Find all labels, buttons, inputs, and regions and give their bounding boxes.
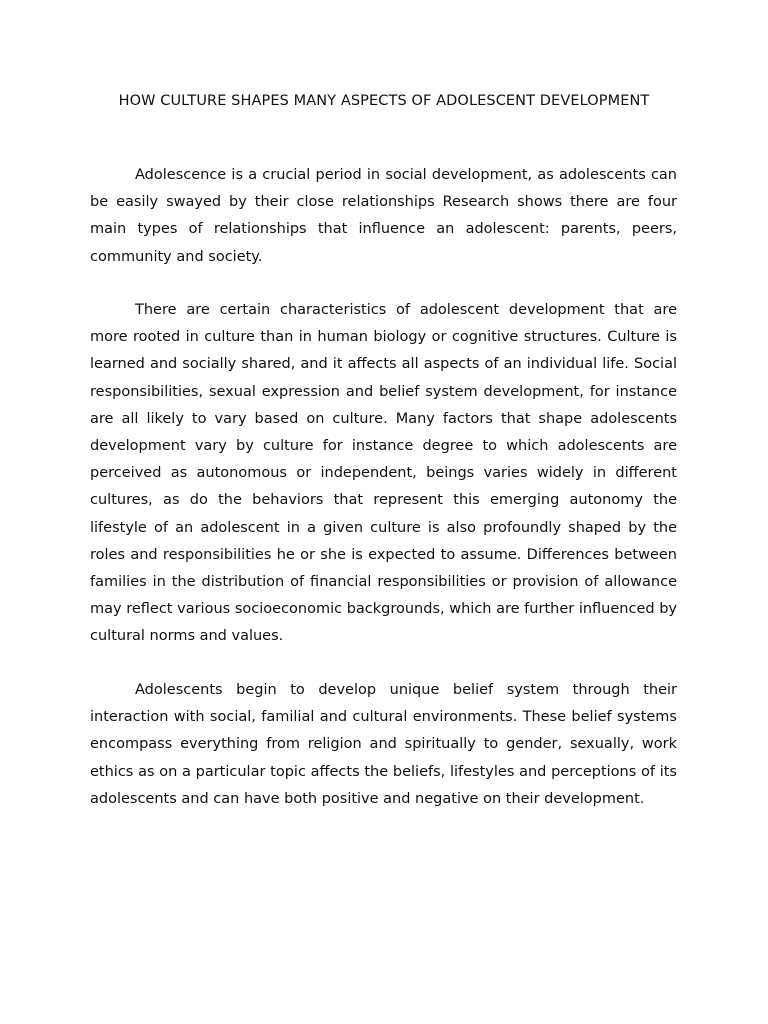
document-title: HOW CULTURE SHAPES MANY ASPECTS OF ADOLESCENT DEVELOPMENT: [118, 93, 650, 109]
paragraph-3: Adolescents begin to develop unique belief system through their interaction with social, familial and cultural environments. These belief systems encompass everything from religion and spiritually to gender, sexually, work ethics as on a particular topic affects the beliefs, lifestyles and perceptions of its adolescents and can have both positive and negative on their development.: [90, 682, 677, 807]
paragraph-2: There are certain characteristics of adolescent development that are more rooted in culture than in human biology or cognitive structures. Culture is learned and socially shared, and it affects all aspects of an individual life. Social responsibilities, sexual expression and belief system development, for instance are all likely to vary based on culture. Many factors that shape adolescents development vary by culture for instance degree to which adolescents are perceived as autonomous or independent, beings varies widely in different cultures, as do the behaviors that represent this emerging autonomy the lifestyle of an adolescent in a given culture is also profoundly shaped by the roles and responsibilities he or she is expected to assume. Differences between families in the distribution of financial responsibilities or provision of allowance may reflect various socioeconomic backgrounds, which are further influenced by cultural norms and values.: [90, 302, 677, 645]
paragraph-1: Adolescence is a crucial period in social development, as adolescents can be easily swayed by their close relationships Research shows there are four main types of relationships that influence an adolescent: parents, peers, community and society.: [90, 167, 677, 265]
